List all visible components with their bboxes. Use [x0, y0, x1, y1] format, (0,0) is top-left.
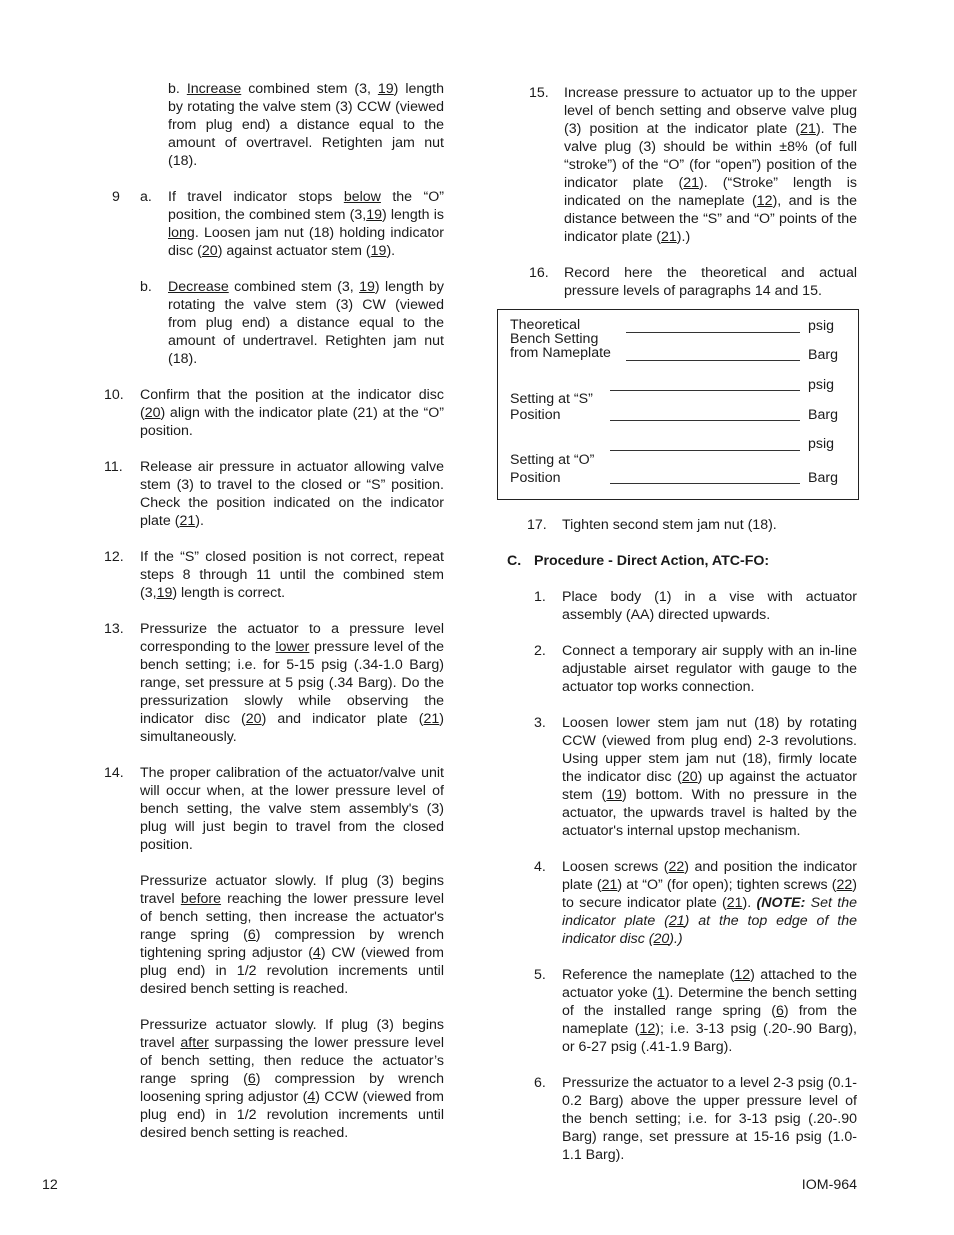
step-text — [564, 84, 857, 246]
step-number: 17. — [527, 517, 547, 533]
unit-psig: psig — [808, 436, 835, 452]
step-number: 11. — [104, 459, 123, 475]
step-c6 — [507, 1074, 857, 1164]
ref: 12 — [734, 967, 751, 983]
text: ) against actuator stem ( — [217, 243, 371, 259]
label-line: Bench Setting — [510, 331, 599, 347]
step-number: 5. — [534, 967, 546, 983]
step-text — [562, 858, 857, 948]
text: Increase pressure to actuator up to the upper level of bench setting and observe valve plug (3) position at the indicator plate ( — [564, 85, 857, 137]
step-number: 15. — [529, 85, 549, 101]
step-c1 — [507, 588, 857, 624]
step-10 — [104, 386, 444, 440]
text: ) compression by wrench tightening spring adjustor ( — [140, 927, 444, 961]
text: . Loosen jam nut (18) holding indicator disc ( — [168, 225, 444, 259]
emphasis: below — [343, 189, 381, 205]
step-14-paragraph-3 — [104, 1016, 444, 1142]
text: ) length is — [381, 207, 444, 223]
text: ) align with the indicator plate (21) at the “O” position. — [140, 405, 444, 439]
unit-barg: Barg — [808, 407, 838, 423]
right-column-top — [507, 84, 857, 300]
ref: 21 — [601, 877, 618, 893]
ref: 20 — [681, 769, 698, 785]
step-text: Record here the theoretical and actual pressure levels of paragraphs 14 and 15. — [564, 265, 857, 299]
ref: 21 — [179, 513, 196, 529]
theoretical-label — [510, 318, 611, 360]
ref: 6 — [775, 1003, 784, 1019]
step-number: 9 — [112, 189, 120, 205]
text: ) length is correct. — [172, 585, 286, 601]
step-16 — [507, 264, 857, 300]
section-title: Procedure - Direct Action, ATC-FO: — [534, 553, 770, 569]
text: ) CCW (viewed from plug end) in 1/2 revolution increments until desired bench setting is reached. — [140, 1089, 444, 1141]
text: surpassing the lower pressure level of bench setting, then reduce the actuator’s range spring ( — [140, 1035, 445, 1087]
text: ); i.e. 3-13 psig (.20-.90 Barg), or 6-27 psig (.41-1.9 Barg). — [562, 1021, 857, 1055]
step-text: Tighten second stem jam nut (18). — [562, 517, 777, 533]
label-line: from Nameplate — [510, 345, 611, 361]
step-number: 4. — [534, 859, 546, 875]
setting-s-barg-blank[interactable] — [610, 420, 800, 421]
step-text: The proper calibration of the actuator/valve unit will occur when, at the lower pressure level of bench setting, the valve stem assembly's (3) plug will just begin to travel from the closed position. — [140, 765, 444, 853]
label-line: Theoretical — [510, 317, 581, 333]
left-column — [104, 80, 444, 1142]
setting-s-psig-blank[interactable] — [610, 390, 800, 391]
text: ). — [195, 513, 204, 529]
text: ).) — [669, 931, 683, 947]
text: ). — [386, 243, 396, 259]
section-c-heading — [507, 552, 857, 570]
text: If the “S” closed position is not correct, repeat steps 8 through 11 until the combined stem (3, — [140, 549, 444, 601]
ref: 4 — [312, 945, 321, 961]
ref: 19 — [156, 585, 173, 601]
ref: 22 — [668, 859, 685, 875]
right-column-bottom — [507, 516, 857, 1164]
text: ) compression by wrench loosening spring adjustor ( — [140, 1071, 444, 1105]
emphasis: Increase — [186, 81, 242, 97]
step-text — [140, 872, 444, 998]
text: combined stem (3, — [228, 279, 360, 295]
step-label: b. — [140, 279, 152, 295]
text: pressure level of the bench setting; i.e. for 5-15 psig (.34-1.0 Barg) range, set pressure at 5 psig (.34 Barg). Do the pressurization slowly while observing the indicator disc ( — [140, 639, 444, 727]
step-number: 3. — [534, 715, 546, 731]
ref: 12 — [756, 193, 773, 209]
step-number: 16. — [529, 265, 549, 281]
text: ) length by rotating the valve stem (3) CCW (viewed from plug end) a distance equal to the amount of overtravel. Retighten jam nut (18). — [168, 81, 444, 169]
ref: 20 — [245, 711, 262, 727]
text: ). — [742, 895, 757, 911]
text: ) at the top edge of the indicator disc ( — [562, 913, 857, 947]
step-number: 2. — [534, 643, 546, 659]
ref: 21 — [423, 711, 440, 727]
step-text: Place body (1) in a vise with actuator assembly (AA) directed upwards. — [562, 589, 857, 623]
setting-o-barg-blank[interactable] — [610, 483, 800, 484]
label-line: Setting at “O” — [510, 452, 595, 468]
text: ) length by rotating the valve stem (3) CW (viewed from plug end) a distance equal to the amount of undertravel. Retighten jam nut (18). — [168, 279, 445, 367]
ref: 20 — [201, 243, 218, 259]
step-12 — [104, 548, 444, 602]
ref: 19 — [366, 207, 382, 223]
text: ) and indicator plate ( — [261, 711, 424, 727]
text: Release air pressure in actuator allowing valve stem (3) to travel to the closed or “S” position. Check the position indicated on the indicator plate ( — [140, 459, 444, 529]
step-number: 1. — [534, 589, 546, 605]
text: Loosen lower stem jam nut (18) by rotating CCW (viewed from plug end) 2-3 revolutions. Using upper stem jam nut (18), firmly locate the indicator disc ( — [562, 715, 857, 785]
label-line: Setting at “S” — [510, 391, 593, 407]
step-14-paragraph-2 — [104, 872, 444, 998]
step-15 — [507, 84, 857, 246]
step-label: a. — [140, 189, 152, 205]
theoretical-psig-blank[interactable] — [626, 332, 800, 333]
text: Reference the nameplate ( — [562, 967, 735, 983]
ref: 19 — [359, 279, 375, 295]
section-label: C. — [507, 553, 522, 569]
step-number: 10. — [104, 387, 124, 403]
ref: 4 — [307, 1089, 316, 1105]
text: the “O” position, the combined stem (3, — [168, 189, 444, 223]
step-11 — [104, 458, 444, 530]
text: ) bottom. With no pressure in the actuator, the upwards travel is halted by the actuator's internal upstop mechanism. — [562, 787, 857, 839]
step-text — [562, 966, 857, 1056]
text: ) attached to the actuator yoke ( — [562, 967, 857, 1001]
step-label: b. — [168, 81, 180, 97]
emphasis: after — [180, 1035, 209, 1051]
ref: 12 — [639, 1021, 656, 1037]
step-number: 13. — [104, 621, 124, 637]
text: ). Determine the bench setting of the installed range spring ( — [562, 985, 858, 1019]
step-text — [140, 386, 444, 440]
unit-barg: Barg — [808, 347, 838, 363]
emphasis: Decrease — [168, 279, 229, 295]
text: ). The valve plug (3) should be within ±8% (of full “stroke”) of the “O” (for “open”) position of the indicator plate ( — [564, 121, 857, 191]
step-c5 — [507, 966, 857, 1056]
pressure-record-box — [497, 309, 859, 500]
step-9b — [104, 278, 444, 368]
ref: 21 — [661, 229, 677, 245]
ref: 22 — [836, 877, 853, 893]
step-8b — [104, 80, 444, 170]
step-number: 12. — [104, 549, 124, 565]
ref: 21 — [726, 895, 743, 911]
text: ).) — [676, 229, 691, 245]
ref: 21 — [800, 121, 816, 137]
text: ) and position the indicator plate ( — [562, 859, 857, 893]
ref: 19 — [606, 787, 623, 803]
unit-barg: Barg — [808, 470, 838, 486]
text: ) up against the actuator stem ( — [562, 769, 857, 803]
step-9a — [104, 188, 444, 260]
step-text: Pressurize the actuator to a level 2-3 psig (0.1-0.2 Barg) above the upper pressure level of the bench setting; i.e. for 3-13 psig (.20-.90 Barg) range, set pressure at 15-16 psig (1.0-1.1 Barg). — [562, 1075, 857, 1163]
document-id: IOM-964 — [801, 1177, 857, 1193]
step-17 — [507, 516, 857, 534]
step-text — [140, 1016, 444, 1142]
text: ). (“Stroke” length is indicated on the nameplate ( — [564, 175, 858, 209]
step-number: 14. — [104, 765, 124, 781]
emphasis: long — [168, 225, 195, 241]
ref: 20 — [653, 931, 670, 947]
step-text: Connect a temporary air supply with an in-line adjustable airset regulator with gauge to the actuator top works connection. — [562, 643, 857, 695]
text: Confirm that the position at the indicator disc ( — [140, 387, 444, 421]
step-c3 — [507, 714, 857, 840]
label-line: Position — [510, 470, 561, 486]
note-label: (NOTE: — [756, 895, 806, 911]
step-text — [140, 458, 444, 530]
text: Loosen screws ( — [562, 859, 669, 875]
page-number: 12 — [42, 1177, 58, 1193]
unit-psig: psig — [808, 318, 835, 334]
text: If travel indicator stops — [168, 189, 344, 205]
setting-o-psig-blank[interactable] — [610, 450, 800, 451]
step-text — [168, 278, 444, 368]
ref: 21 — [683, 175, 700, 191]
text: Pressurize the actuator to a pressure level corresponding to the — [140, 621, 444, 655]
ref: 6 — [247, 1071, 256, 1087]
text: Set the indicator plate ( — [562, 895, 857, 929]
step-text — [168, 188, 444, 260]
ref: 6 — [247, 927, 256, 943]
emphasis: lower — [275, 639, 310, 655]
step-number: 6. — [534, 1075, 546, 1091]
step-c4 — [507, 858, 857, 948]
text: ) CW (viewed from plug end) in 1/2 revolution increments until desired bench setting is reached. — [140, 945, 444, 997]
text: ) at “O” (for open); tighten screws ( — [617, 877, 837, 893]
setting-o-label — [510, 451, 594, 487]
theoretical-barg-blank[interactable] — [626, 360, 800, 361]
text: ) simultaneously. — [140, 711, 445, 745]
text: Pressurize actuator slowly. If plug (3) begins travel — [140, 1017, 444, 1051]
step-text — [562, 714, 857, 840]
step-text — [140, 548, 444, 602]
step-13 — [104, 620, 444, 746]
unit-psig: psig — [808, 377, 835, 393]
label-line: Position — [510, 407, 561, 423]
ref: 21 — [668, 913, 685, 929]
emphasis: before — [180, 891, 222, 907]
text: ) to secure indicator plate ( — [562, 877, 857, 911]
step-c2 — [507, 642, 857, 696]
step-14 — [104, 764, 444, 854]
ref: 19 — [377, 81, 394, 97]
ref: 20 — [144, 405, 161, 421]
text: ), and is the distance between the “S” and “O” points of the indicator plate ( — [564, 193, 857, 245]
ref: 19 — [370, 243, 387, 259]
text: combined stem (3, — [241, 81, 378, 97]
step-text — [140, 620, 444, 746]
text: Pressurize actuator slowly. If plug (3) begins travel — [140, 873, 444, 907]
text: ) from the nameplate ( — [562, 1003, 857, 1037]
setting-s-label — [510, 391, 593, 423]
text: reaching the lower pressure level of bench setting, then increase the actuator's range spring ( — [140, 891, 445, 943]
ref: 1 — [656, 985, 665, 1001]
